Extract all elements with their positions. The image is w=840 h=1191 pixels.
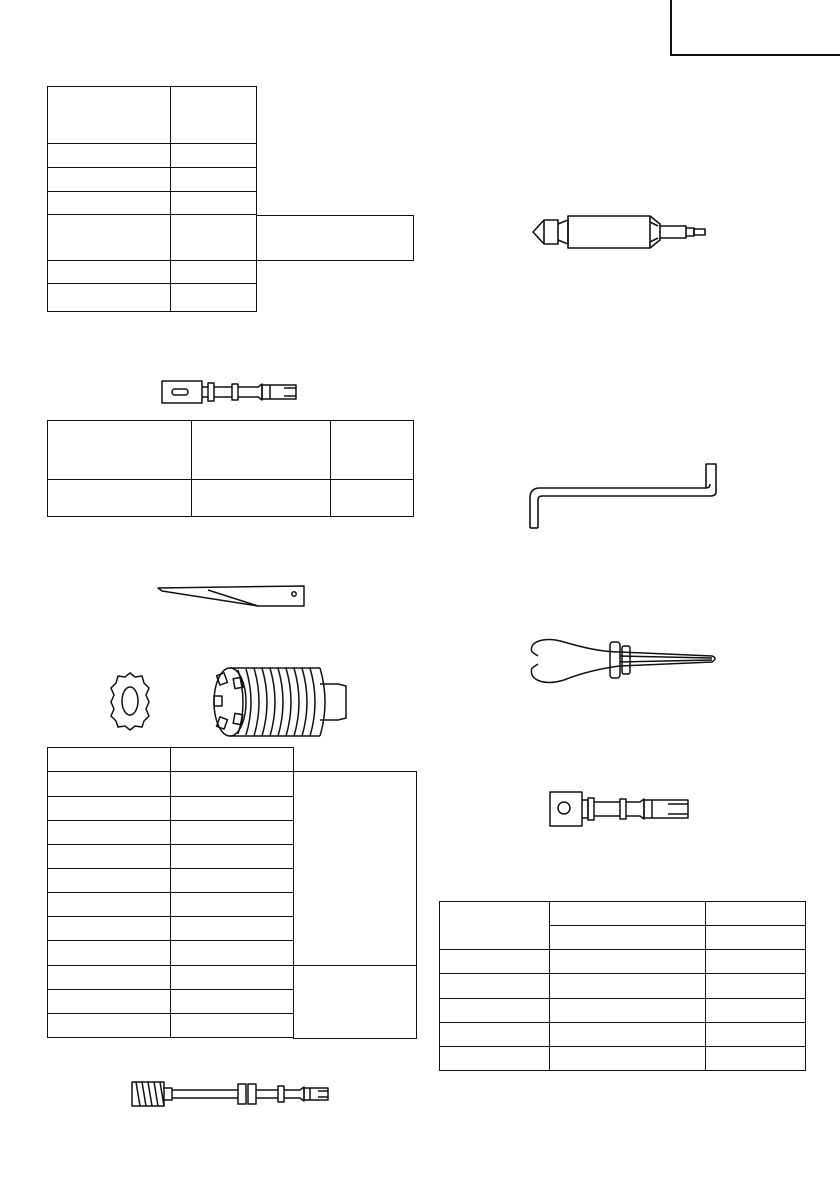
table-cell <box>48 821 171 845</box>
table-row <box>48 941 294 966</box>
table-cell <box>171 966 294 990</box>
table-cell <box>706 974 806 999</box>
table-cell <box>331 480 414 517</box>
table-cell <box>171 215 257 261</box>
table-row <box>48 168 257 192</box>
spec-table-lower-left <box>47 747 294 1038</box>
table-row <box>48 87 257 144</box>
table-cell <box>191 480 331 517</box>
table-row <box>440 902 806 926</box>
table-cell <box>706 950 806 974</box>
table-cell <box>706 1047 806 1071</box>
cotter-pin-icon <box>524 632 720 688</box>
table-cell <box>440 1047 550 1071</box>
table-row <box>48 990 294 1014</box>
table-row <box>48 797 294 821</box>
center-pin-icon <box>530 212 720 252</box>
table-cell <box>48 480 192 517</box>
table-cell <box>48 748 171 772</box>
table-cell <box>48 966 171 990</box>
adapter-shank-icon <box>158 378 304 406</box>
table-cell <box>48 284 171 312</box>
table-cell <box>171 821 294 845</box>
corner-tab <box>670 0 840 56</box>
table-row <box>440 974 806 999</box>
table-row <box>48 869 294 893</box>
table-cell <box>549 1047 706 1071</box>
table-cell <box>440 902 550 950</box>
table-cell <box>48 192 171 215</box>
table-row <box>48 215 257 261</box>
table-row <box>48 192 257 215</box>
table-cell <box>171 1014 294 1038</box>
table-row <box>440 1023 806 1047</box>
table-cell <box>48 941 171 966</box>
square-adapter-icon <box>546 788 696 830</box>
table-row <box>48 421 414 480</box>
table-cell <box>48 1014 171 1038</box>
table-cell <box>171 772 294 797</box>
table-cell <box>48 917 171 941</box>
table-row <box>48 772 294 797</box>
table-cell <box>171 797 294 821</box>
hex-wrench-icon <box>520 458 720 532</box>
table-cell <box>171 917 294 941</box>
table-cell <box>706 999 806 1023</box>
spec-table-middle-left <box>47 420 414 517</box>
table-cell <box>440 1023 550 1047</box>
table-cell <box>706 1023 806 1047</box>
table-row <box>440 950 806 974</box>
table-cell <box>549 999 706 1023</box>
table-cell <box>171 144 257 168</box>
table-row <box>48 821 294 845</box>
table-cell <box>48 869 171 893</box>
table-cell <box>440 950 550 974</box>
table-cell <box>48 261 171 284</box>
table-cell <box>171 748 294 772</box>
table-cell <box>48 144 171 168</box>
table-row <box>48 966 294 990</box>
table-row <box>48 917 294 941</box>
table-cell <box>48 845 171 869</box>
spec-table-top-left <box>47 86 257 312</box>
center-plate-icon <box>108 670 152 732</box>
table-cell <box>48 893 171 917</box>
table-cell <box>549 1023 706 1047</box>
table-side-box <box>256 215 414 261</box>
table-side-box <box>293 771 417 1039</box>
table-row <box>48 261 257 284</box>
threaded-shank-icon <box>128 1076 334 1112</box>
spec-table-right <box>439 901 806 1071</box>
table-cell <box>48 990 171 1014</box>
table-cell <box>171 261 257 284</box>
table-cell <box>48 797 171 821</box>
table-cell <box>171 284 257 312</box>
table-cell <box>171 893 294 917</box>
table-cell <box>171 192 257 215</box>
table-cell <box>171 168 257 192</box>
table-row <box>48 893 294 917</box>
table-cell <box>440 999 550 1023</box>
table-cell <box>171 941 294 966</box>
table-row <box>440 1047 806 1071</box>
table-cell <box>706 926 806 950</box>
table-row <box>440 999 806 1023</box>
table-cell <box>171 845 294 869</box>
table-cell <box>191 421 331 480</box>
table-cell <box>331 421 414 480</box>
table-cell <box>549 974 706 999</box>
table-cell <box>171 990 294 1014</box>
table-cell <box>549 926 706 950</box>
table-row <box>48 1014 294 1038</box>
table-cell <box>48 772 171 797</box>
table-cell <box>549 902 706 926</box>
table-cell <box>48 215 171 261</box>
table-cell <box>706 902 806 926</box>
table-cell <box>440 974 550 999</box>
table-row <box>48 284 257 312</box>
table-cell <box>48 87 171 144</box>
table-cell <box>171 869 294 893</box>
table-cell <box>48 421 192 480</box>
table-row <box>48 845 294 869</box>
table-row <box>48 480 414 517</box>
core-bit-icon <box>208 664 358 740</box>
table-cell <box>549 950 706 974</box>
table-divider <box>293 965 416 966</box>
table-cell <box>48 168 171 192</box>
table-row <box>48 748 294 772</box>
table-row <box>48 144 257 168</box>
blade-icon <box>154 582 314 610</box>
table-cell <box>171 87 257 144</box>
